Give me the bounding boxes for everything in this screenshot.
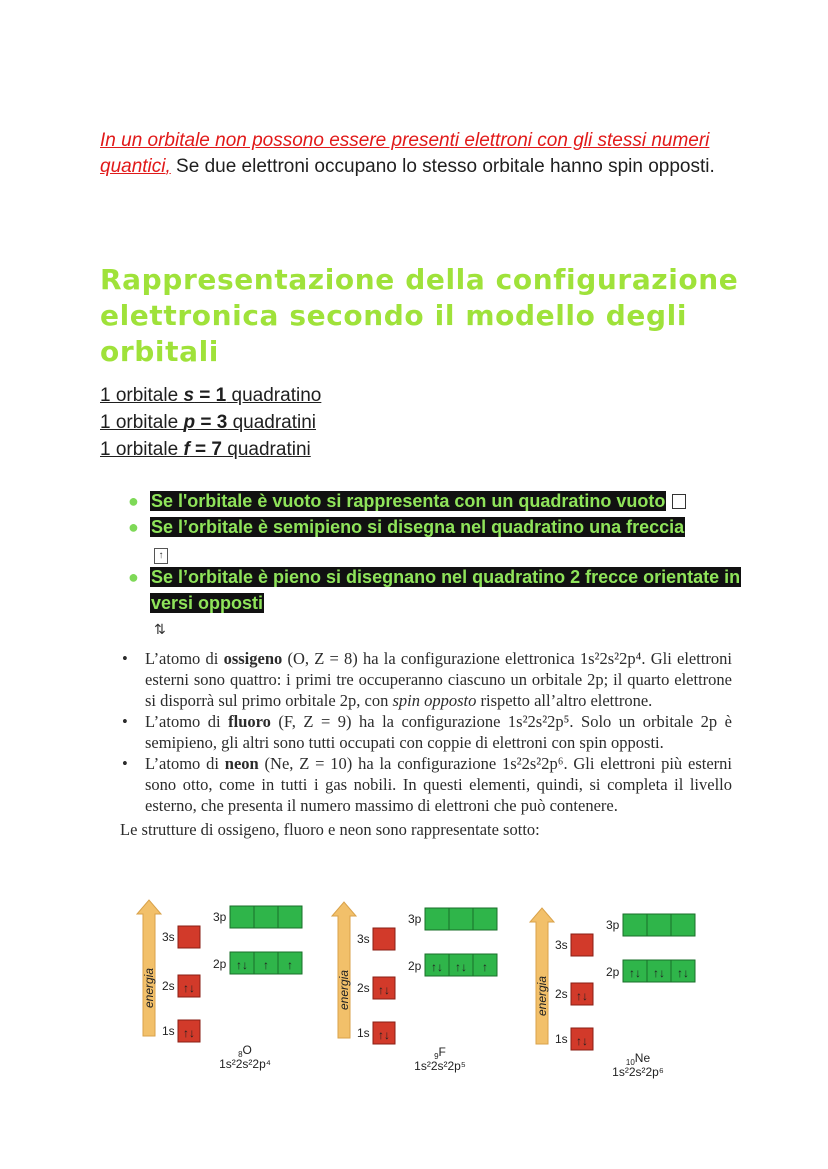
orbital-label: 2s (162, 979, 175, 993)
electron-single-icon: ↑ (287, 958, 293, 972)
list-item: • L’atomo di fluoro (F, Z = 9) ha la configurazione 1s²2s²2p⁵. Solo un orbitale 2p è semipieno, gli altri sono tutti occupati con coppie di elettroni con spin opposti. (122, 712, 732, 752)
p-orbital-box (230, 906, 254, 928)
electron-pair-icon: ↑↓ (576, 989, 588, 1003)
electron-single-icon: ↑ (263, 958, 269, 972)
list-item: • L’atomo di neon (Ne, Z = 10) ha la configurazione 1s²2s²2p⁶. Gli elettroni più esterni sono otto, come in tutti i gas nobili. In questi elementi, quindi, si completa il livello esterno, che presenta il numero massimo di elettroni che può contenere. (122, 754, 732, 815)
orbital-label: 3p (606, 918, 620, 932)
diagram-intro: Le strutture di ossigeno, fluoro e neon sono rappresentate sotto: (120, 820, 540, 839)
orbital-label: 2s (555, 987, 568, 1001)
electron-pair-icon: ↑↓ (653, 966, 665, 980)
electron-pair-icon: ↑↓ (183, 981, 195, 995)
spin-sentence: Se due elettroni occupano lo stesso orbitale hanno spin opposti. (170, 156, 715, 177)
empty-box-icon (672, 494, 686, 509)
electron-configuration: 1s²2s²2p⁵ (414, 1059, 466, 1073)
s-orbital-box (571, 934, 593, 956)
orbital-label: 1s (162, 1024, 175, 1038)
element-symbol: $_{10}$Ne (625, 1051, 651, 1067)
axis-label: energia (337, 969, 351, 1011)
p-orbital-box (278, 906, 302, 928)
electron-pair-icon: ↑↓ (629, 966, 641, 980)
electron-configuration: 1s²2s²2p⁶ (612, 1065, 664, 1079)
electron-pair-icon: ↑↓ (183, 1026, 195, 1040)
list-item: ● Se l’orbitale è semipieno si disegna nel quadratino una freccia ↑ (128, 514, 748, 564)
axis-label: energia (535, 975, 549, 1017)
list-item: ● Se l’orbitale è pieno si disegnano nel quadratino 2 frecce orientate in versi opposti ⇅ (128, 564, 748, 640)
axis-label: energia (142, 967, 156, 1009)
p-orbital-box (647, 914, 671, 936)
electron-configuration: 1s²2s²2p⁴ (219, 1057, 271, 1071)
orbital-label: 2s (357, 981, 370, 995)
textbook-excerpt (120, 648, 732, 840)
electron-pair-icon: ↑↓ (378, 1028, 390, 1042)
orbital-label: 3s (555, 938, 568, 952)
electron-single-icon: ↑ (482, 960, 488, 974)
electron-pair-icon: ↑↓ (677, 966, 689, 980)
rule-f: 1 orbitale f = 7 quadratini (100, 439, 311, 460)
list-item: ● Se l'orbitale è vuoto si rappresenta con un quadratino vuoto (128, 488, 748, 514)
orbital-diagrams (135, 898, 735, 1098)
orbital-label: 3s (357, 932, 370, 946)
element-symbol: $_9$F (434, 1045, 446, 1061)
orbital-label: 2p (408, 959, 422, 973)
electron-pair-icon: ↑↓ (236, 958, 248, 972)
orbital-label: 3s (162, 930, 175, 944)
s-orbital-box (373, 928, 395, 950)
rule-p: 1 orbitale p = 3 quadratini (100, 412, 317, 433)
bullet-icon: ● (128, 567, 139, 587)
orbital-label: 2p (213, 957, 227, 971)
intro-paragraph (100, 128, 740, 180)
electron-pair-icon: ↑↓ (576, 1034, 588, 1048)
single-arrow-icon: ↑ (154, 542, 748, 564)
pauli-principle-text: In un orbitale non possono essere presenti elettroni con gli stessi numeri quantici (100, 130, 710, 177)
rule-s: 1 orbitale s = 1 quadratino (100, 385, 322, 406)
bullet-icon: ● (128, 517, 139, 537)
p-orbital-box (254, 906, 278, 928)
highlight-list (128, 488, 748, 640)
list-item: • L’atomo di ossigeno (O, Z = 8) ha la configurazione elettronica 1s²2s²2p⁴. Gli elettroni esterni sono quattro: i primi tre occuperanno ciascuno un orbitale 2p; il quarto elettrone si disporrà sul primo orbitale 2p, con spin opposto rispetto all’altro elettrone. (122, 649, 732, 710)
orbital-label: 1s (357, 1026, 370, 1040)
section-heading: Rappresentazione della configurazione elettronica secondo il modello degli orbitali (100, 263, 739, 368)
orbital-label: 2p (606, 965, 620, 979)
p-orbital-box (623, 914, 647, 936)
orbital-label: 3p (213, 910, 227, 924)
orbital-diagrams-svg (135, 898, 735, 1098)
p-orbital-box (473, 908, 497, 930)
orbital-label: 1s (555, 1032, 568, 1046)
orbital-label: 3p (408, 912, 422, 926)
p-orbital-box (671, 914, 695, 936)
bullet-icon: ● (128, 491, 139, 511)
double-arrow-icon: ⇅ (154, 621, 166, 637)
element-symbol: $_8$O (238, 1043, 252, 1059)
p-orbital-box (449, 908, 473, 930)
electron-pair-icon: ↑↓ (455, 960, 467, 974)
orbital-rules (100, 382, 321, 463)
electron-pair-icon: ↑↓ (431, 960, 443, 974)
electron-pair-icon: ↑↓ (378, 983, 390, 997)
s-orbital-box (178, 926, 200, 948)
p-orbital-box (425, 908, 449, 930)
comma: , (165, 156, 171, 177)
